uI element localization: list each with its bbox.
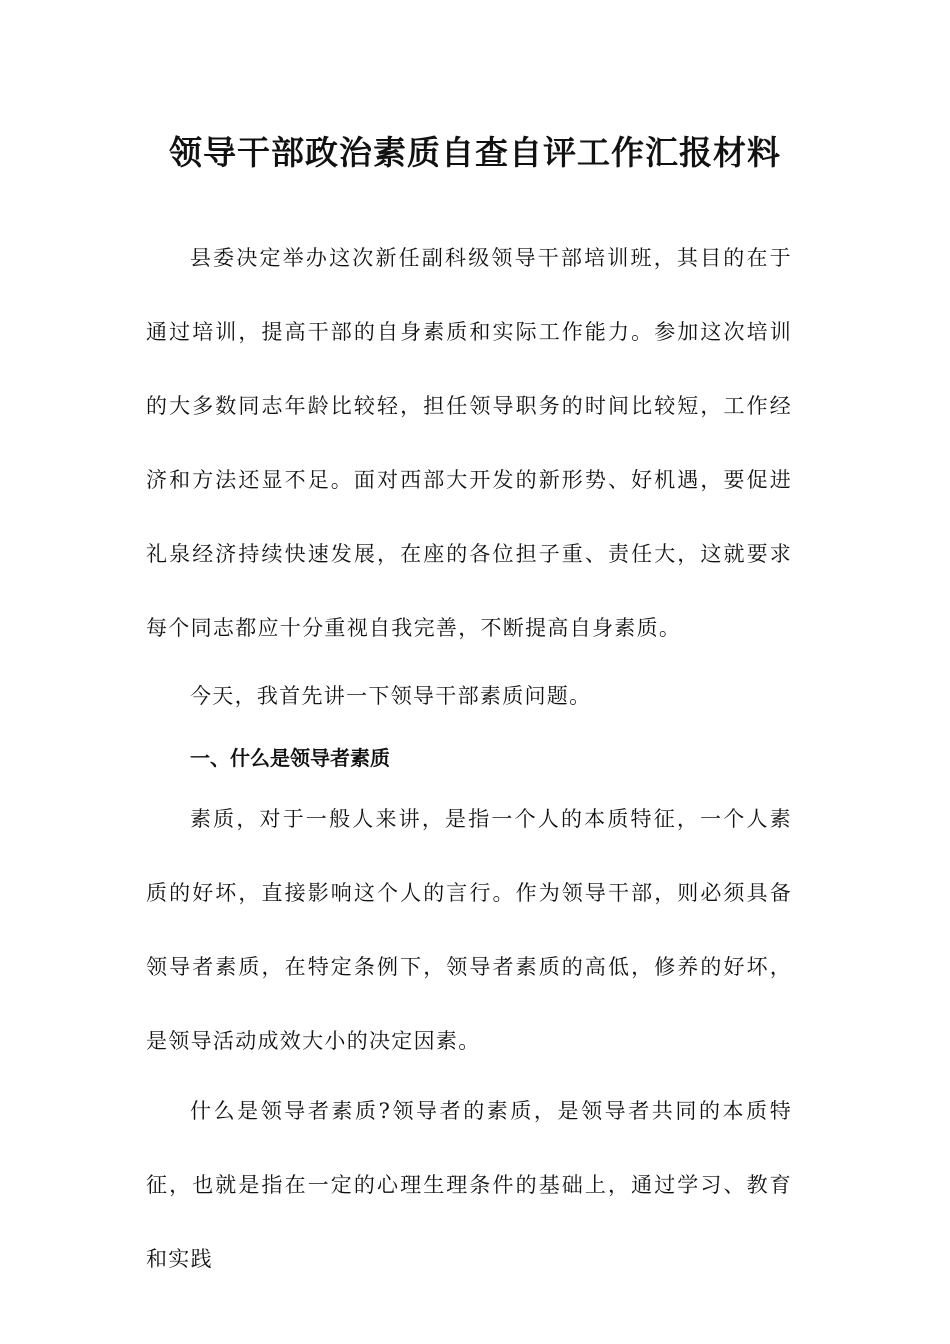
paragraph-leader-quality: 什么是领导者素质?领导者的素质，是领导者共同的本质特征，也就是指在一定的心理生理条件的基础上，通过学习、教育和实践 — [146, 1099, 792, 1271]
section-heading-1: 一、什么是领导者素质 — [190, 746, 390, 770]
paragraph-topic: 今天，我首先讲一下领导干部素质问题。 — [190, 684, 592, 708]
paragraph-intro: 县委决定举办这次新任副科级领导干部培训班，其目的在于通过培训，提高干部的自身素质和实际工作能力。参加这次培训的大多数同志年龄比较轻，担任领导职务的时间比较短，工作经济和方法还显不足。面对西部大开发的新形势、好机遇，要促进礼泉经济持续快速发展，在座的各位担子重、责任大，这就要求每个同志都应十分重视自我完善，不断提高自身素质。 — [146, 246, 792, 640]
paragraph-quality-definition: 素质，对于一般人来讲，是指一个人的本质特征，一个人素质的好坏，直接影响这个人的言行。作为领导干部，则必须具备领导者素质，在特定条例下，领导者素质的高低，修养的好坏，是领导活动成效大小的决定因素。 — [146, 807, 792, 1053]
document-title: 领导干部政治素质自查自评工作汇报材料 — [169, 133, 781, 172]
